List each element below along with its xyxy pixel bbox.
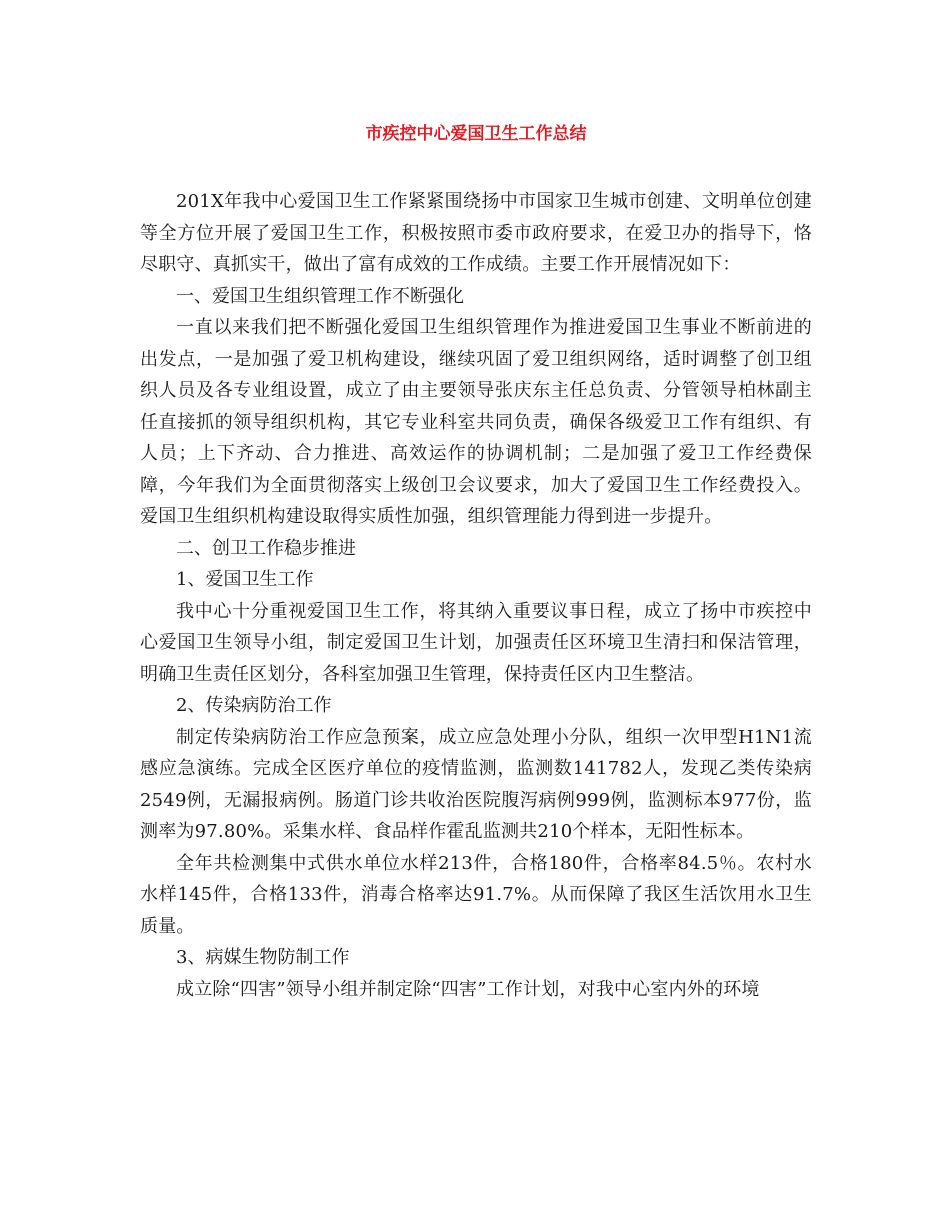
paragraph-vector-control: 成立除“四害”领导小组并制定除“四害”工作计划，对我中心室内外的环境 <box>176 978 760 1000</box>
document-title: 市疾控中心爱国卫生工作总结 <box>365 124 587 144</box>
paragraph-patriotic-health: 我中心十分重视爱国卫生工作，将其纳入重要议事日程，成立了扬中市疾控中心爱国卫生领导小组，制定爱国卫生计划，加强责任区环境卫生清扫和保洁管理，明确卫生责任区划分，各科室加强卫生管理，保持责任区内卫生整洁。 <box>140 600 812 685</box>
subsection-heading-1: 1、爱国卫生工作 <box>176 569 314 590</box>
subsection-heading-3: 3、病媒生物防制工作 <box>176 947 350 968</box>
paragraph-intro: 201X年我中心爱国卫生工作紧紧围绕扬中市国家卫生城市创建、文明单位创建等全方位开展了爱国卫生工作，积极按照市委市政府要求，在爱卫办的指导下，恪尽职守、真抓实干，做出了富有成效的工作成绩。主要工作开展情况如下： <box>140 191 812 275</box>
paragraph-water-testing: 全年共检测集中式供水单位水样213件，合格180件，合格率84.5％。农村水水样145件，合格133件，消毒合格率达91.7%。从而保障了我区生活饮用水卫生质量。 <box>140 852 812 937</box>
paragraph-disease-control: 制定传染病防治工作应急预案，成立应急处理小分队，组织一次甲型H1N1流感应急演练。完成全区医疗单位的疫情监测，监测数141782人，发现乙类传染病2549例，无漏报病例。肠道门诊共收治医院腹泻病例999例，监测标本977份，监测率为97.80%。采集水样、食品样作霍乱监测共210个样本，无阳性标本。 <box>140 726 812 842</box>
section-heading-1: 一、爱国卫生组织管理工作不断强化 <box>176 285 464 307</box>
paragraph-organization: 一直以来我们把不断强化爱国卫生组织管理作为推进爱国卫生事业不断前进的出发点，一是加强了爱卫机构建设，继续巩固了爱卫组织网络，适时调整了创卫组织人员及各专业组设置，成立了由主要领导张庆东主任总负责、分管领导柏林副主任直接抓的领导组织机构，其它专业科室共同负责，确保各级爱卫工作有组织、有人员；上下齐动、合力推进、高效运作的协调机制；二是加强了爱卫工作经费保障，今年我们为全面贯彻落实上级创卫会议要求，加大了爱国卫生工作经费投入。爱国卫生组织机构建设取得实质性加强，组织管理能力得到进一步提升。 <box>140 317 812 527</box>
subsection-heading-2: 2、传染病防治工作 <box>176 695 332 716</box>
section-heading-2: 二、创卫工作稳步推进 <box>176 537 356 559</box>
